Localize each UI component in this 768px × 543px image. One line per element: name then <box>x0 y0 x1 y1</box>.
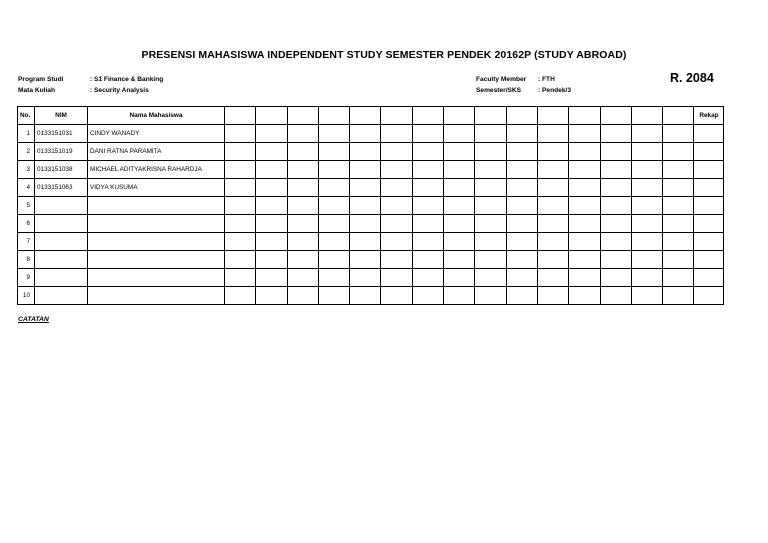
attendance-cell <box>537 179 568 197</box>
attendance-cell <box>225 161 256 179</box>
program-studi-value: : S1 Finance & Banking <box>90 76 164 83</box>
faculty-member-label: Faculty Member <box>476 76 527 83</box>
attendance-cell <box>537 161 568 179</box>
attendance-cell <box>663 215 694 233</box>
header-session-cell <box>412 107 443 125</box>
table-header-row <box>18 107 724 125</box>
attendance-cell <box>663 269 694 287</box>
student-nim: 0133151019 <box>35 143 88 161</box>
attendance-cell <box>600 143 631 161</box>
attendance-table <box>17 106 724 305</box>
header-session-cell <box>600 107 631 125</box>
attendance-cell <box>475 161 506 179</box>
attendance-cell <box>350 125 381 143</box>
attendance-cell <box>600 179 631 197</box>
attendance-cell <box>537 215 568 233</box>
header-session-cell <box>444 107 475 125</box>
attendance-cell <box>225 269 256 287</box>
attendance-cell <box>225 233 256 251</box>
attendance-cell <box>318 215 349 233</box>
attendance-cell <box>381 197 412 215</box>
attendance-cell <box>225 143 256 161</box>
attendance-cell <box>444 143 475 161</box>
attendance-cell <box>444 125 475 143</box>
attendance-cell <box>381 251 412 269</box>
header-session-cell <box>506 107 537 125</box>
mata-kuliah-label: Mata Kuliah <box>18 87 56 94</box>
attendance-cell <box>475 125 506 143</box>
table-row <box>18 161 724 179</box>
rekap-cell <box>694 269 724 287</box>
attendance-cell <box>256 215 287 233</box>
attendance-cell <box>381 143 412 161</box>
attendance-cell <box>256 233 287 251</box>
attendance-cell <box>225 287 256 305</box>
attendance-cell <box>444 269 475 287</box>
mata-kuliah-row <box>18 85 163 96</box>
attendance-cell <box>318 125 349 143</box>
attendance-cell <box>475 269 506 287</box>
attendance-cell <box>537 287 568 305</box>
row-number: 7 <box>18 233 35 251</box>
attendance-cell <box>412 179 443 197</box>
attendance-cell <box>350 197 381 215</box>
table-row <box>18 143 724 161</box>
rekap-cell <box>694 161 724 179</box>
student-nim <box>35 233 88 251</box>
attendance-cell <box>256 161 287 179</box>
attendance-cell <box>537 125 568 143</box>
header-session-cell <box>663 107 694 125</box>
attendance-cell <box>256 251 287 269</box>
student-name: DANI RATNA PARAMITA <box>88 143 225 161</box>
faculty-info <box>476 74 571 96</box>
table-row <box>18 287 724 305</box>
student-nim: 0133151031 <box>35 125 88 143</box>
attendance-cell <box>444 233 475 251</box>
attendance-cell <box>569 251 600 269</box>
attendance-cell <box>412 233 443 251</box>
attendance-cell <box>475 197 506 215</box>
attendance-cell <box>569 179 600 197</box>
program-studi-row <box>18 74 163 85</box>
row-number: 1 <box>18 125 35 143</box>
attendance-cell <box>600 161 631 179</box>
header-session-cell <box>350 107 381 125</box>
row-number: 10 <box>18 287 35 305</box>
table-row <box>18 215 724 233</box>
attendance-cell <box>225 197 256 215</box>
rekap-cell <box>694 251 724 269</box>
attendance-cell <box>287 251 318 269</box>
semester-sks-value: : Pendek/3 <box>538 87 571 94</box>
attendance-cell <box>600 125 631 143</box>
attendance-cell <box>600 287 631 305</box>
student-nim <box>35 197 88 215</box>
attendance-cell <box>225 215 256 233</box>
attendance-cell <box>318 179 349 197</box>
table-row <box>18 197 724 215</box>
attendance-cell <box>631 179 662 197</box>
header-session-cell <box>569 107 600 125</box>
table-row <box>18 269 724 287</box>
faculty-member-row <box>476 74 571 85</box>
attendance-cell <box>412 143 443 161</box>
attendance-cell <box>663 179 694 197</box>
header-nama: Nama Mahasiswa <box>88 107 225 125</box>
header-session-cell <box>631 107 662 125</box>
attendance-cell <box>287 125 318 143</box>
table-row <box>18 233 724 251</box>
attendance-cell <box>600 251 631 269</box>
header-nim: NIM <box>35 107 88 125</box>
row-number: 9 <box>18 269 35 287</box>
attendance-cell <box>225 179 256 197</box>
attendance-cell <box>350 215 381 233</box>
attendance-cell <box>412 125 443 143</box>
attendance-cell <box>569 215 600 233</box>
row-number: 6 <box>18 215 35 233</box>
table-row <box>18 251 724 269</box>
attendance-cell <box>537 197 568 215</box>
attendance-cell <box>381 269 412 287</box>
student-name: VIDYA KUSUMA <box>88 179 225 197</box>
attendance-cell <box>663 251 694 269</box>
attendance-cell <box>569 287 600 305</box>
header-session-cell <box>318 107 349 125</box>
attendance-cell <box>256 269 287 287</box>
attendance-cell <box>600 197 631 215</box>
attendance-cell <box>663 197 694 215</box>
attendance-cell <box>225 251 256 269</box>
student-name <box>88 215 225 233</box>
attendance-cell <box>475 287 506 305</box>
attendance-cell <box>444 251 475 269</box>
header-no: No. <box>18 107 35 125</box>
attendance-cell <box>663 143 694 161</box>
room-number: R. 2084 <box>670 71 714 85</box>
header-session-cell <box>287 107 318 125</box>
page-title: PRESENSI MAHASISWA INDEPENDENT STUDY SEMESTER PENDEK 20162P (STUDY ABROAD) <box>141 49 627 61</box>
attendance-cell <box>663 287 694 305</box>
attendance-cell <box>506 161 537 179</box>
attendance-cell <box>318 287 349 305</box>
attendance-cell <box>287 197 318 215</box>
attendance-cell <box>287 269 318 287</box>
attendance-cell <box>631 287 662 305</box>
attendance-cell <box>350 287 381 305</box>
attendance-cell <box>631 197 662 215</box>
attendance-cell <box>569 125 600 143</box>
attendance-cell <box>318 197 349 215</box>
student-nim <box>35 215 88 233</box>
attendance-cell <box>506 269 537 287</box>
attendance-cell <box>412 251 443 269</box>
attendance-cell <box>350 269 381 287</box>
student-nim <box>35 269 88 287</box>
mata-kuliah-value: : Security Analysis <box>90 87 149 94</box>
row-number: 5 <box>18 197 35 215</box>
attendance-cell <box>600 233 631 251</box>
attendance-cell <box>569 197 600 215</box>
attendance-cell <box>318 143 349 161</box>
rekap-cell <box>694 179 724 197</box>
attendance-cell <box>506 215 537 233</box>
attendance-cell <box>444 161 475 179</box>
attendance-cell <box>256 197 287 215</box>
attendance-cell <box>350 233 381 251</box>
attendance-cell <box>444 287 475 305</box>
catatan-label: CATATAN <box>18 316 49 323</box>
attendance-cell <box>444 215 475 233</box>
attendance-cell <box>663 125 694 143</box>
attendance-cell <box>569 233 600 251</box>
attendance-cell <box>569 269 600 287</box>
attendance-cell <box>256 179 287 197</box>
attendance-cell <box>287 215 318 233</box>
rekap-cell <box>694 215 724 233</box>
rekap-cell <box>694 197 724 215</box>
attendance-cell <box>537 251 568 269</box>
attendance-cell <box>600 269 631 287</box>
attendance-cell <box>506 251 537 269</box>
attendance-cell <box>631 215 662 233</box>
attendance-cell <box>350 161 381 179</box>
rekap-cell <box>694 143 724 161</box>
attendance-cell <box>631 125 662 143</box>
attendance-cell <box>537 143 568 161</box>
attendance-cell <box>225 125 256 143</box>
attendance-cell <box>318 161 349 179</box>
attendance-cell <box>631 233 662 251</box>
attendance-cell <box>631 251 662 269</box>
header-rekap: Rekap <box>694 107 724 125</box>
attendance-cell <box>506 125 537 143</box>
header-session-cell <box>225 107 256 125</box>
attendance-cell <box>287 161 318 179</box>
table-row <box>18 179 724 197</box>
attendance-cell <box>412 161 443 179</box>
attendance-cell <box>412 215 443 233</box>
table-row <box>18 125 724 143</box>
attendance-cell <box>256 125 287 143</box>
attendance-cell <box>256 143 287 161</box>
attendance-cell <box>318 251 349 269</box>
attendance-cell <box>506 179 537 197</box>
attendance-cell <box>256 287 287 305</box>
student-name: CINDY WANADY <box>88 125 225 143</box>
student-name <box>88 287 225 305</box>
header-session-cell <box>256 107 287 125</box>
attendance-cell <box>412 269 443 287</box>
rekap-cell <box>694 125 724 143</box>
attendance-cell <box>506 287 537 305</box>
attendance-cell <box>444 197 475 215</box>
attendance-cell <box>287 287 318 305</box>
attendance-cell <box>663 161 694 179</box>
attendance-cell <box>318 233 349 251</box>
attendance-cell <box>287 179 318 197</box>
attendance-cell <box>412 197 443 215</box>
attendance-cell <box>506 233 537 251</box>
attendance-cell <box>506 143 537 161</box>
header-session-cell <box>381 107 412 125</box>
student-name: MICHAEL ADITYAKRISNA RAHARDJA <box>88 161 225 179</box>
course-info <box>18 74 163 96</box>
attendance-cell <box>412 287 443 305</box>
attendance-cell <box>475 251 506 269</box>
faculty-member-value: : FTH <box>538 76 555 83</box>
attendance-cell <box>381 179 412 197</box>
attendance-cell <box>537 233 568 251</box>
student-nim: 0133151063 <box>35 179 88 197</box>
attendance-cell <box>381 233 412 251</box>
rekap-cell <box>694 287 724 305</box>
attendance-cell <box>350 251 381 269</box>
attendance-cell <box>506 197 537 215</box>
student-name <box>88 251 225 269</box>
attendance-cell <box>631 161 662 179</box>
attendance-cell <box>350 179 381 197</box>
row-number: 8 <box>18 251 35 269</box>
row-number: 2 <box>18 143 35 161</box>
attendance-cell <box>475 143 506 161</box>
attendance-cell <box>318 269 349 287</box>
semester-sks-label: Semester/SKS <box>476 87 522 94</box>
attendance-cell <box>569 161 600 179</box>
row-number: 4 <box>18 179 35 197</box>
student-name <box>88 233 225 251</box>
attendance-cell <box>381 215 412 233</box>
attendance-cell <box>381 125 412 143</box>
attendance-cell <box>381 161 412 179</box>
program-studi-label: Program Studi <box>18 76 64 83</box>
attendance-cell <box>631 143 662 161</box>
attendance-cell <box>475 233 506 251</box>
attendance-cell <box>287 233 318 251</box>
student-nim <box>35 251 88 269</box>
student-nim <box>35 287 88 305</box>
student-name <box>88 269 225 287</box>
header-session-cell <box>475 107 506 125</box>
rekap-cell <box>694 233 724 251</box>
semester-sks-row <box>476 85 571 96</box>
attendance-cell <box>444 179 475 197</box>
attendance-cell <box>287 143 318 161</box>
attendance-cell <box>475 179 506 197</box>
attendance-cell <box>537 269 568 287</box>
student-name <box>88 197 225 215</box>
row-number: 3 <box>18 161 35 179</box>
student-nim: 0133151038 <box>35 161 88 179</box>
attendance-cell <box>475 215 506 233</box>
attendance-cell <box>569 143 600 161</box>
attendance-cell <box>350 143 381 161</box>
attendance-cell <box>663 233 694 251</box>
attendance-cell <box>631 269 662 287</box>
attendance-cell <box>381 287 412 305</box>
header-session-cell <box>537 107 568 125</box>
attendance-cell <box>600 215 631 233</box>
